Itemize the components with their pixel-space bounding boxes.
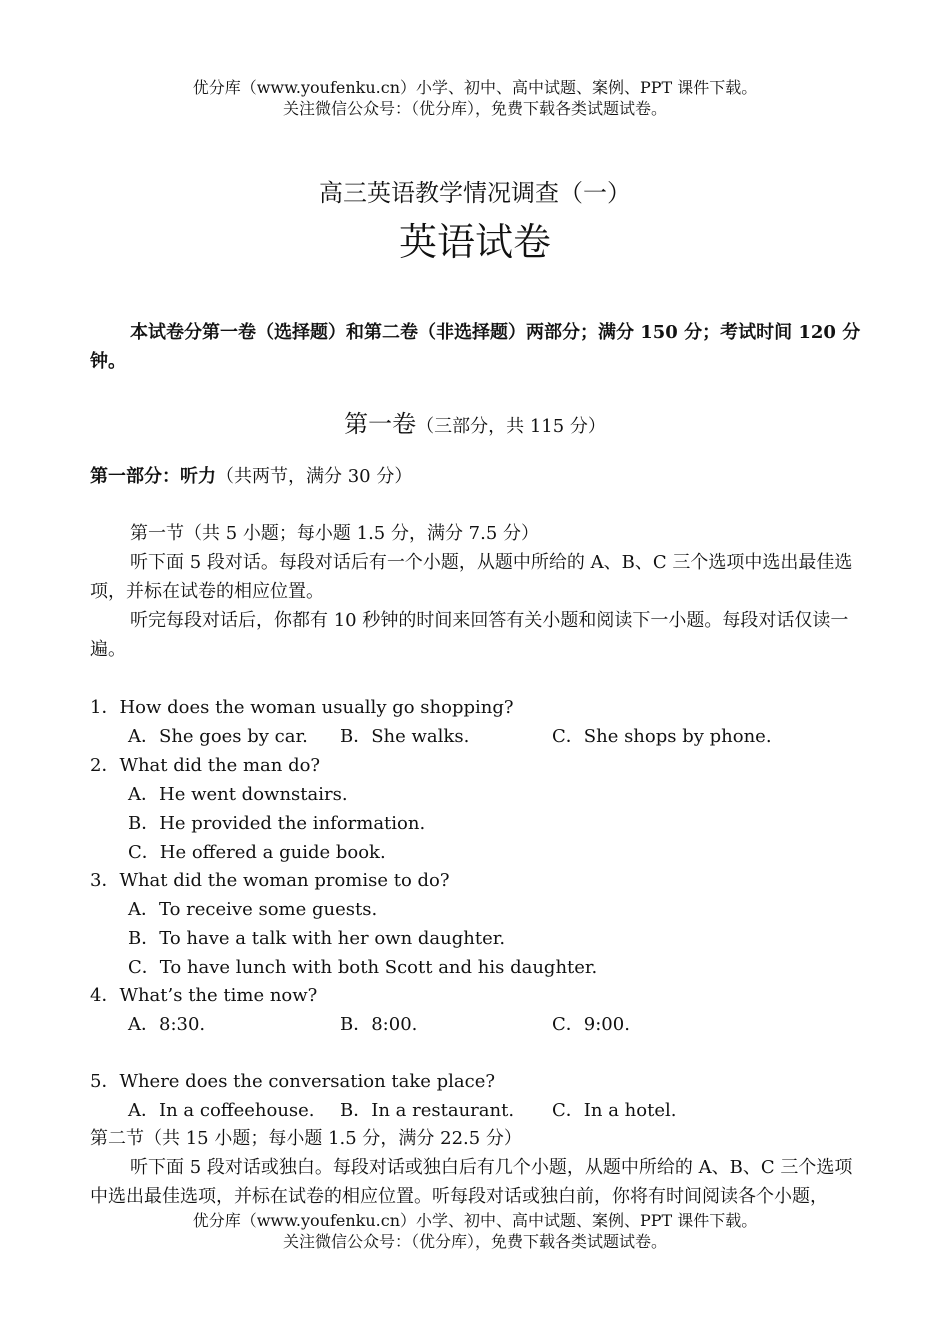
q3-option-c: C．To have lunch with both Scott and his daughter.	[128, 957, 598, 978]
question-number: 4．	[90, 985, 120, 1006]
q3-option-b: B．To have a talk with her own daughter.	[128, 928, 506, 949]
question-text: What did the woman promise to do?	[119, 870, 450, 891]
question-4	[90, 981, 317, 1010]
q2-option-a: A．He went downstairs.	[128, 784, 348, 805]
section-2-heading: 第二节（共 15 小题；每小题 1.5 分，满分 22.5 分）	[90, 1128, 522, 1149]
q5-option-b: B．In a restaurant.	[340, 1100, 515, 1121]
banner-line-2: 关注微信公众号：（优分库），免费下载各类试题试卷。	[282, 99, 667, 118]
q2-option-c: C．He offered a guide book.	[128, 842, 386, 863]
banner-line-1: 优分库（www.youfenku.cn）小学、初中、高中试题、案例、PPT 课件下载。	[192, 1211, 758, 1230]
question-text: How does the woman usually go shopping?	[119, 697, 514, 718]
exam-subtitle: 英语试卷	[398, 220, 551, 264]
part-title: 第一部分：听力	[90, 466, 216, 487]
section-2-instruction: 听下面 5 段对话或独白。每段对话或独白后有几个小题，从题中所给的 A、B、C 三个选项中选出最佳选项，并标在试卷的相应位置。听每段对话或独白前，你将有时间阅读各个小题，	[90, 1157, 853, 1207]
q4-option-a: A．8:30.	[128, 1014, 206, 1035]
top-banner	[0, 77, 950, 119]
exam-intro: 本试卷分第一卷（选择题）和第二卷（非选择题）两部分；满分 150 分；考试时间 120 分钟。	[90, 322, 861, 372]
q5-option-a: A．In a coffeehouse.	[128, 1100, 315, 1121]
question-1	[90, 693, 514, 722]
question-number: 1．	[90, 697, 120, 718]
q4-option-c: C．9:00.	[552, 1014, 630, 1035]
question-text: Where does the conversation take place?	[119, 1071, 496, 1092]
q2-option-b: B．He provided the information.	[128, 813, 426, 834]
section-1	[90, 519, 865, 664]
section-1-instruction-2: 听完每段对话后，你都有 10 秒钟的时间来回答有关小题和阅读下一小题。每段对话仅读一遍。	[90, 610, 849, 660]
bottom-banner	[0, 1210, 950, 1252]
section-2	[90, 1124, 865, 1211]
exam-title: 高三英语教学情况调查（一）	[319, 179, 631, 207]
volume-heading	[0, 404, 950, 439]
q4-option-b: B．8:00.	[340, 1014, 418, 1035]
q5-option-c: C．In a hotel.	[552, 1100, 677, 1121]
question-text: What’s the time now?	[119, 985, 318, 1006]
section-1-instruction-1: 听下面 5 段对话。每段对话后有一个小题，从题中所给的 A、B、C 三个选项中选出最佳选项，并标在试卷的相应位置。	[90, 552, 853, 602]
q1-option-a: A．She goes by car.	[128, 726, 308, 747]
q1-option-c: C．She shops by phone.	[552, 726, 772, 747]
question-text: What did the man do?	[119, 755, 321, 776]
part-heading	[90, 462, 865, 491]
volume-note: （三部分，共 115 分）	[416, 416, 606, 437]
question-3	[90, 866, 450, 895]
question-number: 5．	[90, 1071, 120, 1092]
question-2	[90, 751, 320, 780]
q1-option-b: B．She walks.	[340, 726, 470, 747]
part-note: （共两节，满分 30 分）	[216, 466, 413, 487]
volume-title: 第一卷	[344, 410, 417, 438]
banner-line-2: 关注微信公众号：（优分库），免费下载各类试题试卷。	[282, 1232, 667, 1251]
question-number: 2．	[90, 755, 120, 776]
section-1-heading: 第一节（共 5 小题；每小题 1.5 分，满分 7.5 分）	[130, 523, 540, 544]
q3-option-a: A．To receive some guests.	[128, 899, 378, 920]
question-number: 3．	[90, 870, 120, 891]
question-5	[90, 1067, 495, 1096]
banner-line-1: 优分库（www.youfenku.cn）小学、初中、高中试题、案例、PPT 课件下载。	[192, 78, 758, 97]
